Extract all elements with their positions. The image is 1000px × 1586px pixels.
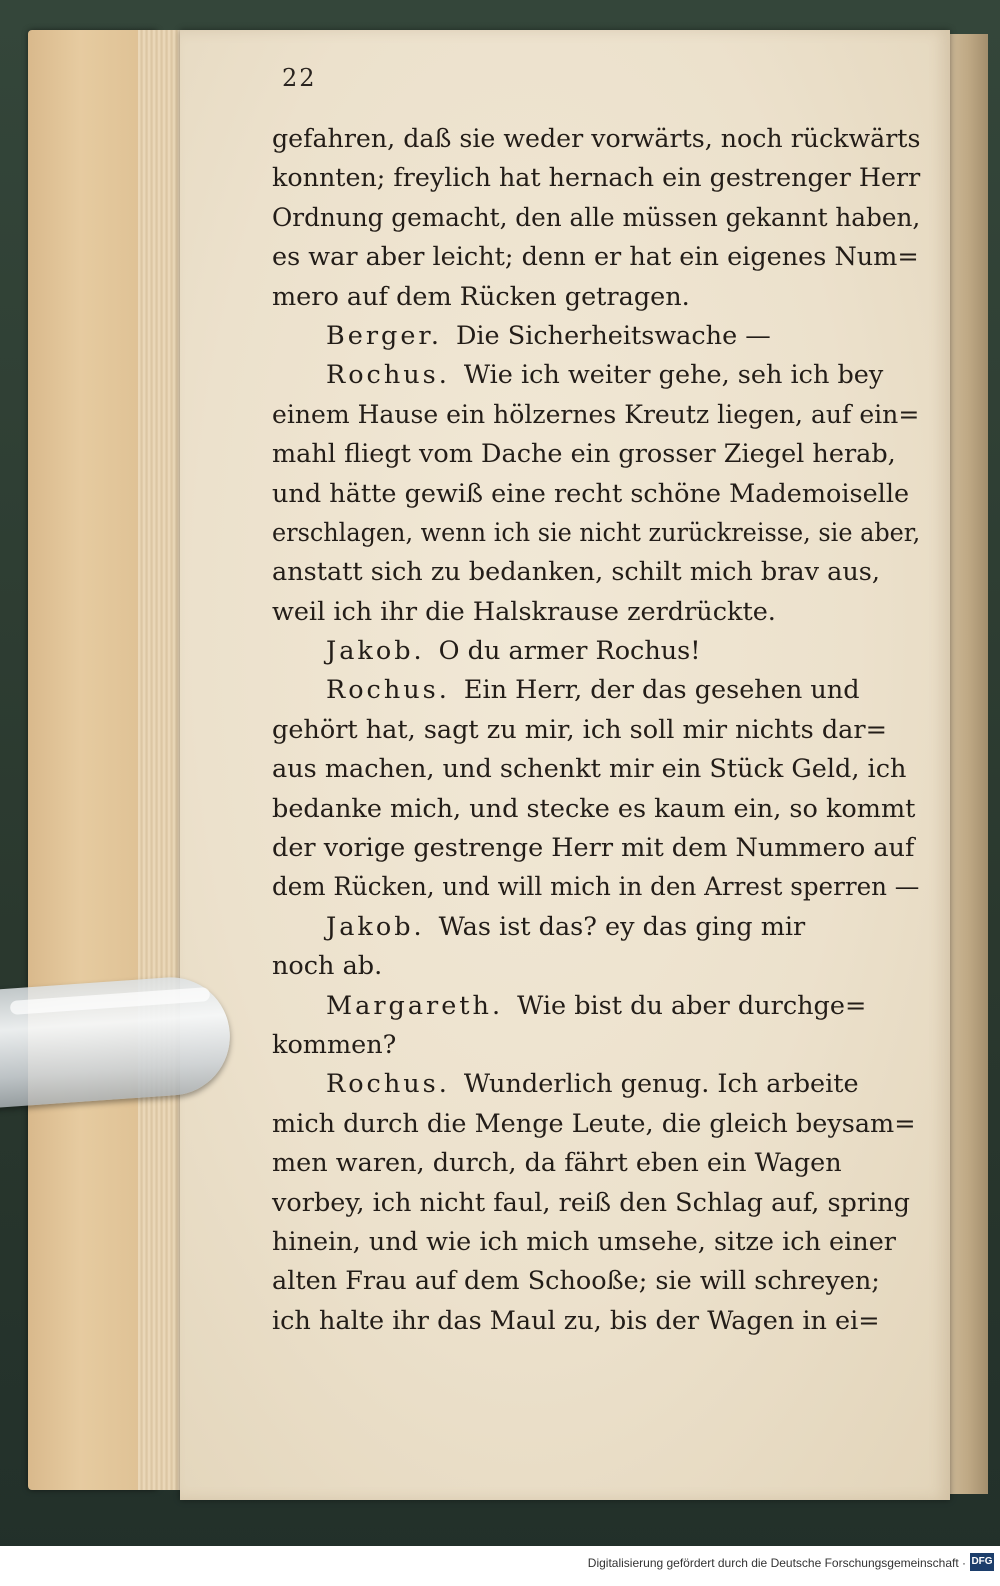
speaker-name: Margareth. (326, 990, 504, 1021)
text-line (272, 1026, 920, 1065)
dfg-logo: DFG (970, 1553, 994, 1571)
line-text: anstatt sich zu bedanken, schilt mich brav aus, (272, 557, 880, 588)
text-line (272, 435, 920, 474)
line-text: konnten; freylich hat hernach ein gestrenger Herr (272, 163, 921, 194)
line-text: dem Rücken, und will mich in den Arrest sperren — (272, 872, 920, 903)
line-indent (272, 317, 326, 356)
text-line (272, 514, 920, 553)
line-text: alten Frau auf dem Schooße; sie will schreyen; (272, 1266, 880, 1297)
text-line (272, 159, 920, 198)
speaker-name: Berger. (326, 320, 442, 351)
line-indent (272, 987, 326, 1026)
funding-credit: Digitalisierung gefördert durch die Deutsche Forschungsgemeinschaft · (587, 1556, 966, 1570)
speaker-name: Rochus. (326, 675, 450, 706)
line-text: und hätte gewiß eine recht schöne Mademoiselle (272, 478, 910, 509)
line-text: erschlagen, wenn ich sie nicht zurückreisse, sie aber, (272, 517, 921, 548)
line-text: ich halte ihr das Maul zu, bis der Wagen in ei= (272, 1305, 880, 1336)
speech-text: Wie bist du aber durchge= (517, 990, 867, 1021)
speech-line (272, 317, 920, 356)
line-text: kommen? (272, 1029, 397, 1060)
text-line (272, 1105, 920, 1144)
text-line (272, 750, 920, 789)
line-indent (272, 632, 326, 671)
text-line (272, 238, 920, 277)
text-line (272, 475, 920, 514)
speech-text: Was ist das? ey das ging mir (438, 911, 806, 942)
line-text: hinein, und wie ich mich umsehe, sitze ich einer (272, 1226, 896, 1257)
speech-text: Die Sicherheitswache — (455, 320, 771, 351)
speech-line (272, 1065, 920, 1104)
page-text (272, 120, 920, 1341)
speaker-name: Rochus. (326, 360, 450, 391)
speaker-name: Rochus. (326, 1069, 450, 1100)
line-indent (272, 671, 326, 710)
text-line (272, 120, 920, 159)
next-page-edge (948, 34, 988, 1494)
text-line (272, 829, 920, 868)
line-text: es war aber leicht; denn er hat ein eigenes Num= (272, 242, 919, 273)
speech-line (272, 987, 920, 1026)
speech-line (272, 632, 920, 671)
line-text: mahl fliegt vom Dache ein grosser Ziegel herab, (272, 439, 896, 470)
page-number: 22 (282, 64, 317, 92)
line-text: einem Hause ein hölzernes Kreutz liegen, auf ein= (272, 399, 920, 430)
text-line (272, 278, 920, 317)
speech-text: Ein Herr, der das gesehen und (463, 675, 860, 706)
line-text: weil ich ihr die Halskrause zerdrückte. (272, 596, 776, 627)
text-line (272, 593, 920, 632)
line-indent (272, 356, 326, 395)
text-line (272, 1262, 920, 1301)
speech-line (272, 671, 920, 710)
line-text: mero auf dem Rücken getragen. (272, 281, 690, 312)
speech-line (272, 908, 920, 947)
text-line (272, 1144, 920, 1183)
line-text: gefahren, daß sie weder vorwärts, noch rückwärts (272, 124, 921, 154)
line-text: gehört hat, sagt zu mir, ich soll mir nichts dar= (272, 714, 887, 745)
text-line (272, 790, 920, 829)
speech-text: Wie ich weiter gehe, seh ich bey (463, 360, 884, 391)
speech-text: O du armer Rochus! (438, 636, 701, 667)
page-stack-edge (138, 30, 184, 1490)
text-line (272, 711, 920, 750)
speech-line (272, 356, 920, 395)
line-indent (272, 1065, 326, 1104)
text-line (272, 553, 920, 592)
text-line (272, 396, 920, 435)
speaker-name: Jakob. (326, 911, 425, 942)
line-text: men waren, durch, da fährt eben ein Wagen (272, 1148, 842, 1179)
text-line (272, 947, 920, 986)
line-text: Ordnung gemacht, den alle müssen gekannt haben, (272, 202, 921, 233)
text-line (272, 1184, 920, 1223)
text-line (272, 1223, 920, 1262)
line-text: noch ab. (272, 951, 383, 982)
text-line (272, 199, 920, 238)
text-line (272, 868, 920, 907)
line-text: bedanke mich, und stecke es kaum ein, so kommt (272, 793, 916, 824)
speech-text: Wunderlich genug. Ich arbeite (463, 1069, 859, 1100)
line-indent (272, 908, 326, 947)
line-text: aus machen, und schenkt mir ein Stück Geld, ich (272, 754, 907, 785)
line-text: der vorige gestrenge Herr mit dem Nummero auf (272, 833, 915, 864)
line-text: mich durch die Menge Leute, die gleich beysam= (272, 1108, 916, 1139)
text-line (272, 1302, 920, 1341)
speaker-name: Jakob. (326, 636, 425, 667)
line-text: vorbey, ich nicht faul, reiß den Schlag auf, spring (272, 1187, 910, 1218)
